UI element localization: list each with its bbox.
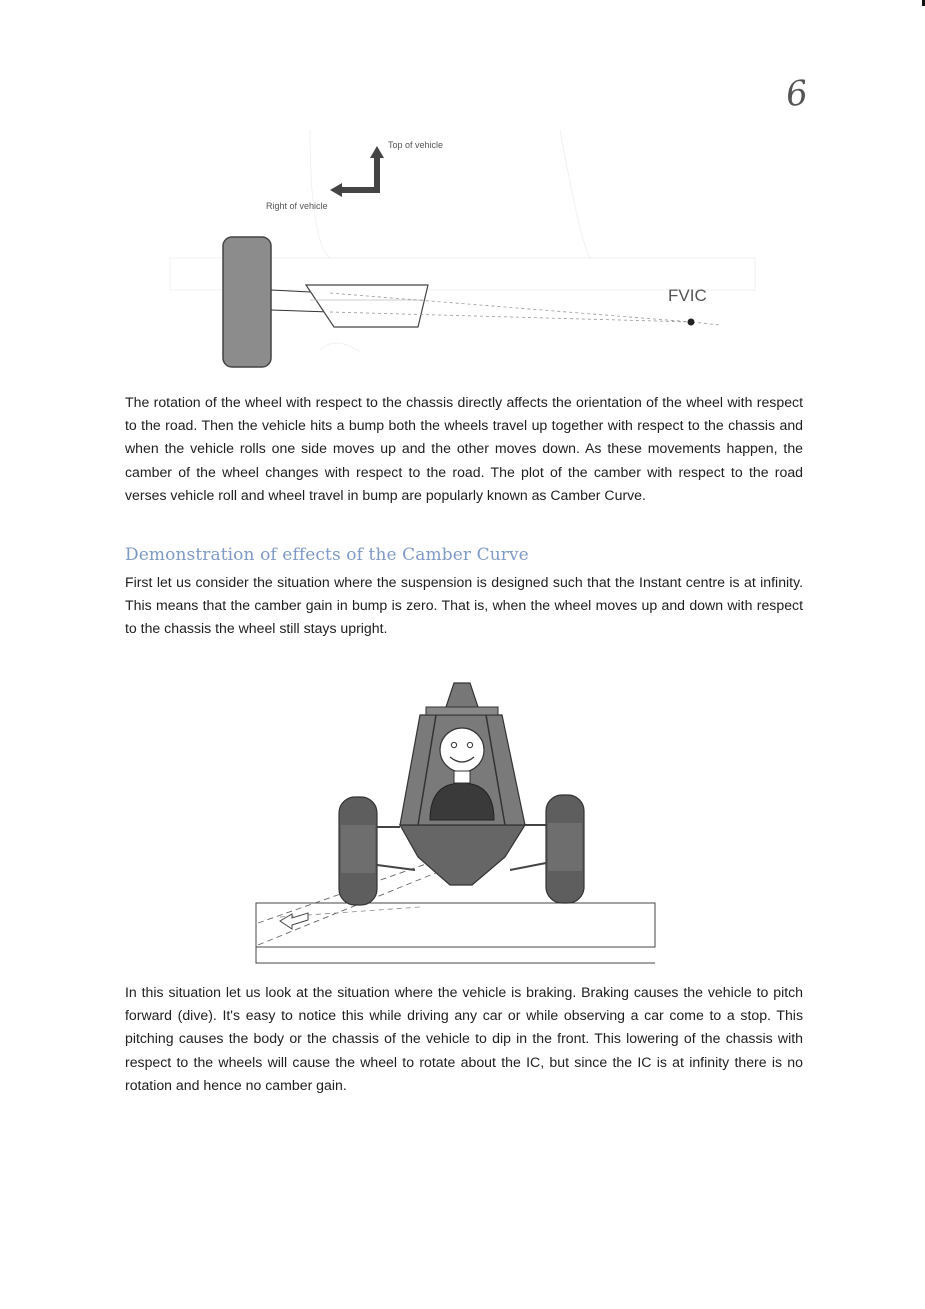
car-front-view-diagram	[240, 675, 670, 970]
paragraph-braking: In this situation let us look at the situation where the vehicle is braking. Braking causes the vehicle to pitch forward (dive). It's easy to notice this while driving any car or while observing a car come to a stop. This pitching causes the body or the chassis of the vehicle to dip in the front. This lowering of the chassis with respect to the wheels will cause the wheel to rotate about the IC, but since the IC is at infinity there is no rotation and hence no camber gain.	[125, 984, 803, 1093]
right-of-vehicle-label: Right of vehicle	[266, 201, 328, 211]
fvic-label: FVIC	[668, 286, 707, 305]
section-heading: Demonstration of effects of the Camber Curve	[125, 545, 529, 565]
driver-head	[440, 728, 484, 772]
car-body	[400, 825, 525, 885]
paragraph-instant-centre: First let us consider the situation where the suspension is designed such that the Instant centre is at infinity. This means that the camber gain in bump is zero. That is, when the wheel moves up and down with respect to the chassis the wheel still stays upright.	[125, 574, 803, 637]
left-lower-arm	[377, 865, 415, 870]
lower-control-arm	[271, 310, 330, 312]
direction-arrow-icon	[280, 913, 308, 929]
top-of-vehicle-label: Top of vehicle	[388, 140, 444, 150]
instant-centre-point	[688, 319, 695, 326]
right-lower-arm	[510, 863, 546, 870]
page-number: 6	[783, 72, 810, 116]
suspension-geometry-diagram	[120, 120, 820, 380]
paragraph-camber-intro: The rotation of the wheel with respect to the chassis directly affects the orientation of the wheel with respect to the road. Then the vehicle hits a bump both the wheels travel up together with respect to the chassis and when the vehicle rolls one side moves up and the other moves down. As these movements happen, the camber of the wheel changes with respect to the road. The plot of the camber with respect to the road verses vehicle roll and wheel travel in bump are popularly known as Camber Curve.	[125, 394, 803, 503]
chassis	[306, 285, 428, 327]
wheel	[223, 237, 271, 367]
direction-arrows	[330, 146, 384, 197]
